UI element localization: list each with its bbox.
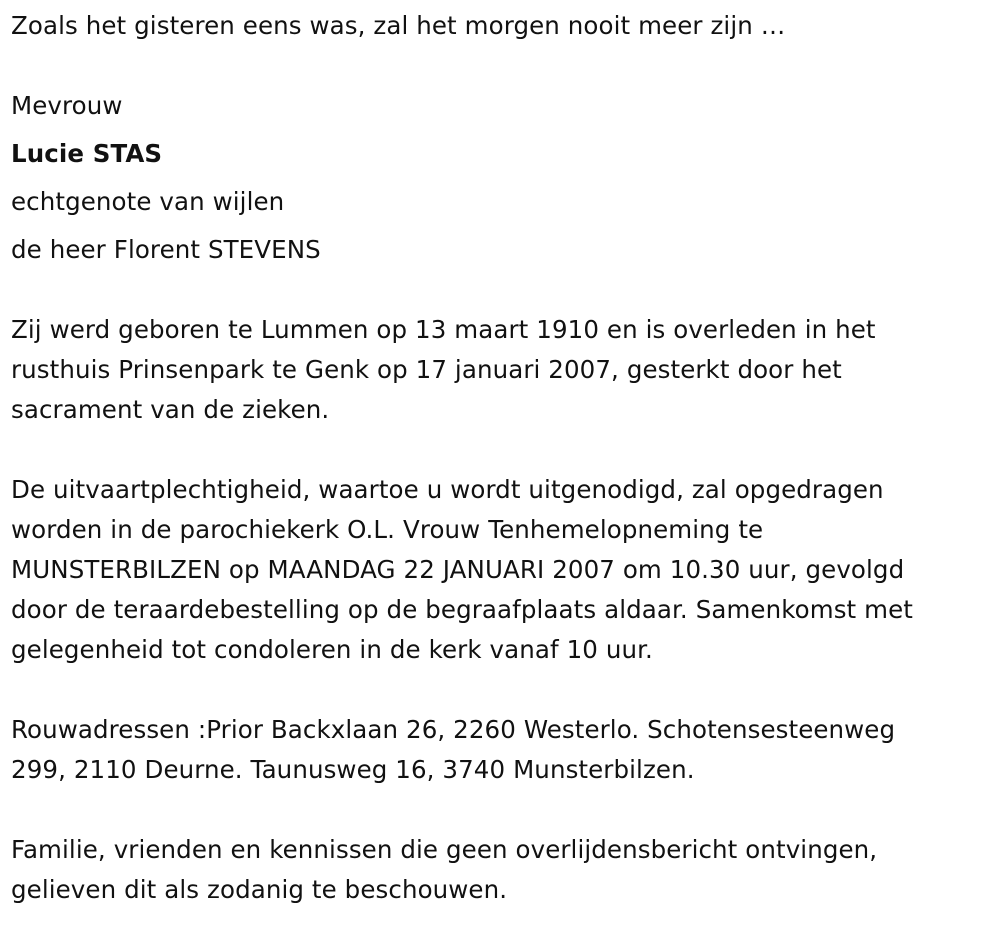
funeral-line-5: gelegenheid tot condoleren in de kerk vanaf 10 uur. bbox=[11, 635, 653, 664]
funeral-line-3: MUNSTERBILZEN op MAANDAG 22 JANUARI 2007 om 10.30 uur, gevolgd bbox=[11, 555, 905, 584]
addresses-line-2: 299, 2110 Deurne. Taunusweg 16, 3740 Munsterbilzen. bbox=[11, 755, 695, 784]
opening-line: Zoals het gisteren eens was, zal het morgen nooit meer zijn … bbox=[11, 11, 786, 40]
deceased-name: Lucie STAS bbox=[11, 139, 163, 168]
spouse-line: de heer Florent STEVENS bbox=[11, 235, 321, 264]
salutation: Mevrouw bbox=[11, 91, 123, 120]
birth-death-line-3: sacrament van de zieken. bbox=[11, 395, 330, 424]
birth-death-line-1: Zij werd geboren te Lummen op 13 maart 1910 en is overleden in het bbox=[11, 315, 876, 344]
addresses-line-1: Rouwadressen :Prior Backxlaan 26, 2260 Westerlo. Schotensesteenweg bbox=[11, 715, 896, 744]
birth-death-line-2: rusthuis Prinsenpark te Genk op 17 januari 2007, gesterkt door het bbox=[11, 355, 842, 384]
relation-line: echtgenote van wijlen bbox=[11, 187, 285, 216]
closing-line-2: gelieven dit als zodanig te beschouwen. bbox=[11, 875, 508, 904]
funeral-line-1: De uitvaartplechtigheid, waartoe u wordt uitgenodigd, zal opgedragen bbox=[11, 475, 884, 504]
closing-line-1: Familie, vrienden en kennissen die geen overlijdensbericht ontvingen, bbox=[11, 835, 878, 864]
funeral-line-2: worden in de parochiekerk O.L. Vrouw Tenhemelopneming te bbox=[11, 515, 764, 544]
funeral-line-4: door de teraardebestelling op de begraafplaats aldaar. Samenkomst met bbox=[11, 595, 913, 624]
